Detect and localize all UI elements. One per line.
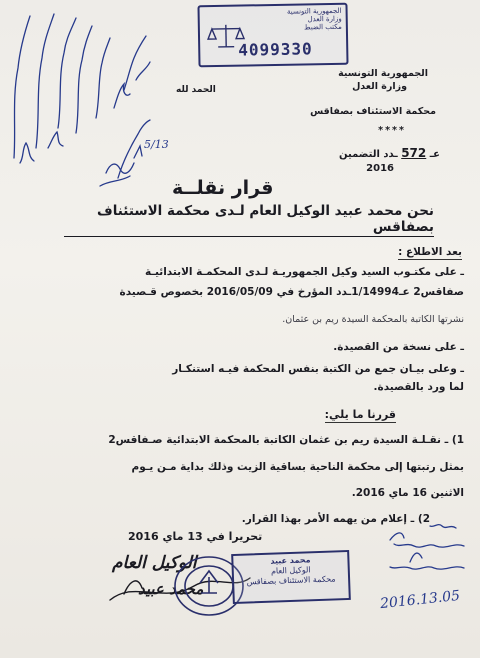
number-suffix: ـدد التضمين (339, 149, 398, 160)
signer-title: الوكيل العام (112, 553, 197, 573)
stamp-top-line3: مكتب الضبط (304, 22, 342, 32)
review-item-3-line1: ـ وعلى بيـان جمع من الكتبة بنفس المحكمة فيـه استنكـار (172, 363, 464, 375)
document-title: قرار نقلــة (172, 177, 274, 199)
handwritten-notification-note (360, 516, 470, 626)
stamp-top-line2: وزارة العدل (307, 14, 342, 24)
document-year: 2016 (366, 163, 394, 174)
document-number-line (339, 146, 440, 160)
registry-stamp-top (197, 3, 348, 68)
review-item-3-line2: لما ورد بالقصيدة. (373, 381, 464, 393)
signer-name: محمد عبيد (138, 580, 204, 598)
stamp-top-line1: الجمهورية التونسية (286, 6, 342, 16)
decision-2: 2) ـ إعلام من يهمه الأمر بهذا القرار. (241, 513, 430, 525)
header-court: محكمة الاستئناف بصفاقس (310, 106, 436, 117)
signature-stamp (231, 550, 351, 604)
stamp-bottom-line3: محكمة الاستئناف بصفاقس (246, 574, 336, 587)
review-item-1-line3: نشرتها الكاتبة بالمحكمة السيدة ريم بن عثمان. (282, 314, 464, 325)
stamp-bottom-line1: محمد عبيد (270, 555, 311, 566)
after-review-heading: بعد الاطلاع : (398, 246, 462, 258)
header-ministry: وزارة العدل (352, 81, 407, 92)
decision-1-line3: الاثنين 16 ماي 2016. (351, 487, 464, 499)
issuer-line: نحن محمد عبيد الوكيل العام لـدى محكمة الاستئناف بصفاقس (64, 203, 434, 237)
stamp-bottom-line2: الوكيل العام (270, 565, 311, 576)
stamp-top-number: 4099330 (238, 39, 313, 60)
number-prefix: عـ (429, 149, 440, 160)
decision-1-line2: بمثل رتبتها إلى محكمة الناحية بساقية الزيت وذلك بداية مـن يـوم (131, 461, 464, 473)
handwritten-margin-note (6, 8, 176, 198)
dated-line: تحريرا في 13 ماي 2016 (128, 530, 263, 543)
review-item-1-line1: ـ على مكتـوب السيد وكيل الجمهوريـة لـدى المحكمـة الابتدائيـة (145, 266, 464, 278)
review-item-2: ـ على نسخة من القصيدة. (333, 341, 464, 353)
header-stars: **** (378, 125, 406, 136)
svg-text:5/13: 5/13 (144, 138, 169, 151)
decision-heading: قررنا ما يلي: (324, 408, 396, 421)
handwritten-date: 2016.13.05 (379, 587, 461, 613)
review-item-1-line2: صفاقس2 عـ1/14994ـدد المؤرخ في 2016/05/09 بخصوص قـصيدة (119, 286, 464, 298)
header-republic: الجمهورية التونسية (338, 68, 428, 79)
document-number: 572 (401, 146, 427, 160)
header-praise: الحمد لله (176, 85, 216, 95)
decision-1-line1: 1) ـ نقـلـة السيدة ريم بن عثمان الكاتبة بالمحكمة الابتدائية صـفاقس2 (108, 434, 464, 446)
